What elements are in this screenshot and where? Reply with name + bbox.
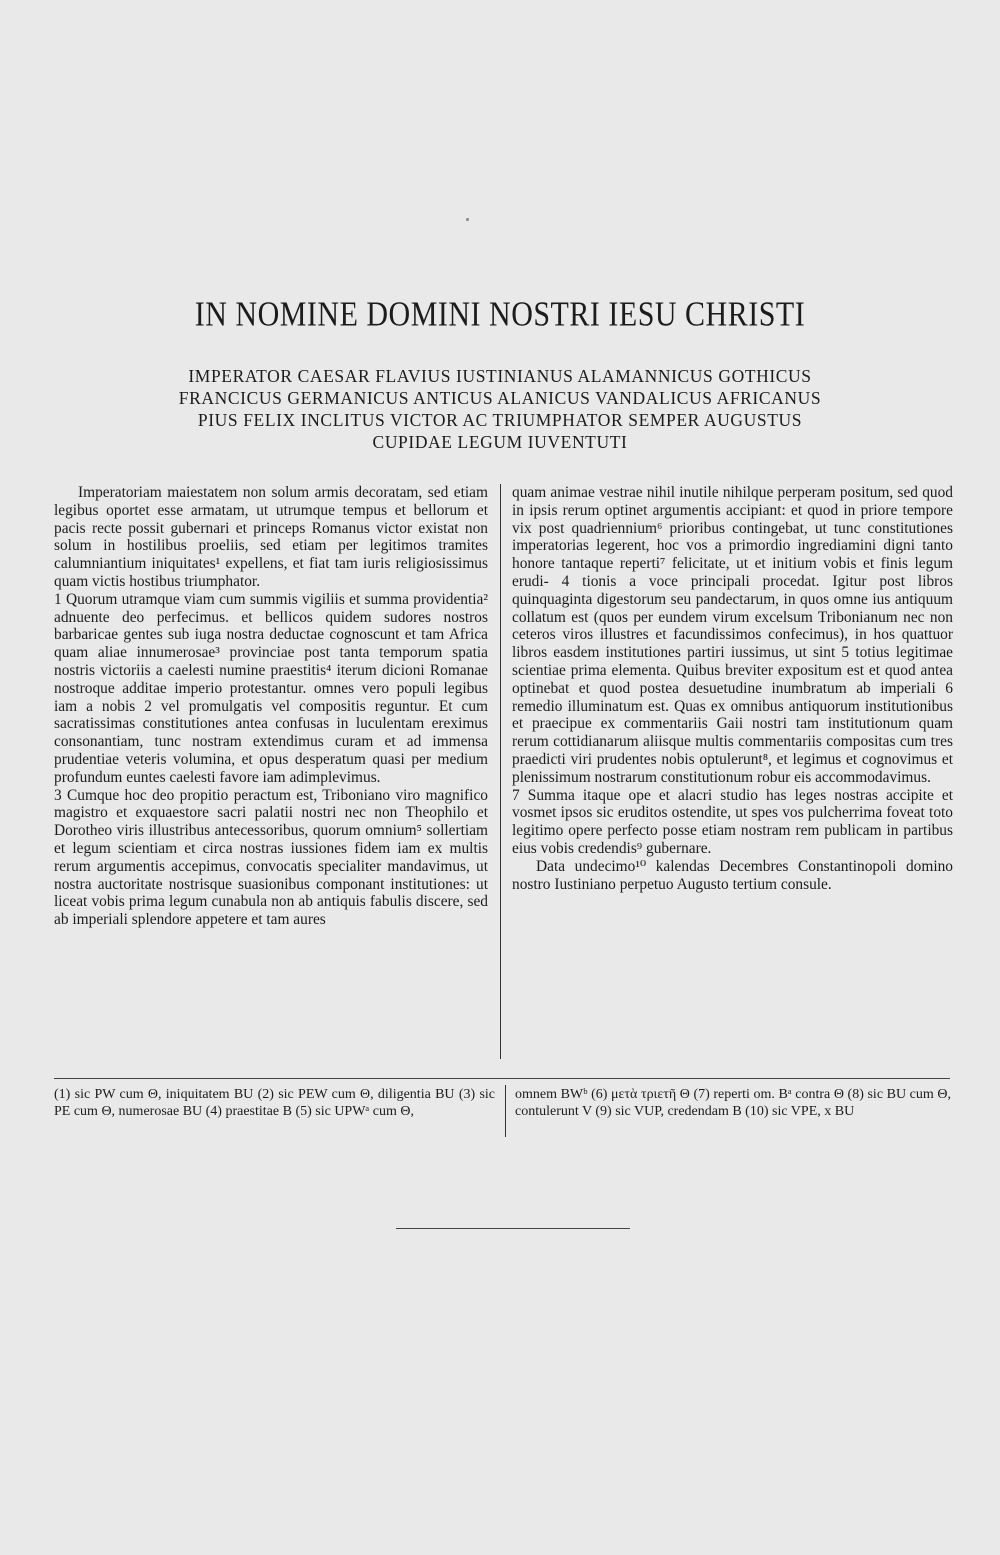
footnotes-left: [54, 1086, 495, 1120]
page-title: IN NOMINE DOMINI NOSTRI IESU CHRISTI: [194, 295, 806, 334]
footnote-rule: [54, 1078, 950, 1079]
paragraph: 1 Quorum utramque viam cum summis vigiliis et summa providentia² adnuente deo perfecimus. et bellicos quidem sudores nostros barbaricae gentes sub iuga nostra deductae cognoscunt et tam Africa quam aliae innumerosae³ provinciae post tanta temporum spatia nostris victoriis a caelesti numine praestitis⁴ iterum dicioni Romanae nostroque additae imperio protestantur. omnes vero populi legibus iam a nobis 2 vel promulgatis vel compositis reguntur. Et cum sacratissimas constitutiones antea confusas in luculentam ereximus consonantiam, tunc nostram extendimus curam et ad immensa prudentiae veteris volumina, et opus desperatum quasi per medium profundum euntes caelesti favore iam adimplevimus.: [54, 590, 488, 786]
footnote-text: omnem BWᵇ (6) μετὰ τριετῆ Θ (7) reperti om. Bᵃ contra Θ (8) sic BU cum Θ, contulerunt V (9) sic VUP, credendam B (10) sic VPE, x BU: [515, 1087, 951, 1119]
footnote-divider: [505, 1085, 506, 1137]
footnotes-right: [515, 1086, 951, 1120]
paragraph: 3 Cumque hoc deo propitio peractum est, Triboniano viro magnifico magistro et exquaestore sacri palatii nostri nec non Theophilo et Dorotheo viris illustribus antecessoribus, quorum omnium⁵ sollertiam et legum scientiam et circa nostras iussiones fidem iam ex multis rerum argumentis accepimus, convocatis specialiter mandavimus, ut nostra auctoritate nostrisque suasionibus componant institutiones: ut liceat vobis prima legum cunabula non ab antiquis fabulis discere, sed ab imperiali splendore appetere et tam aures: [54, 786, 488, 929]
left-column: [54, 484, 488, 929]
footnote-text: (1) sic PW cum Θ, iniquitatem BU (2) sic PEW cum Θ, diligentia BU (3) sic PE cum Θ, numerosae BU (4) praestitae B (5) sic UPWᵃ cum Θ,: [54, 1087, 495, 1119]
paragraph: Data undecimo¹⁰ kalendas Decembres Constantinopoli domino nostro Iustiniano perpetuo Augusto tertium consule.: [512, 857, 953, 893]
column-divider: [500, 484, 501, 1059]
paragraph: 7 Summa itaque ope et alacri studio has leges nostras accipite et vosmet ipsos sic eruditos ostendite, ut spes vos pulcherrima foveat toto legitimo opere perfecto posse etiam nostram rem publicam in partibus eius vobis credendis⁹ gubernare.: [512, 786, 953, 857]
subtitle-line: PIUS FELIX INCLITUS VICTOR AC TRIUMPHATOR SEMPER AUGUSTUS: [197, 410, 803, 430]
paragraph: quam animae vestrae nihil inutile nihilque perperam positum, sed quod in ipsis rerum optinet argumentis accipiant: et quod in priore tempore vix post quadriennium⁶ prioribus contingebat, ut tunc constitutiones imperatorias legerent, hoc vos a primordio ingrediamini digni tanto honore tantaque reperti⁷ felicitate, ut et initium vobis et finis legum erudi- 4 tionis a voce principali procedat. Igitur post libros quinquaginta digestorum seu pandectarum, in quos omne ius antiquum collatum est (quos per eundem virum excelsum Tribonianum nec non ceteros viros illustres et facundissimos confecimus), in hos quattuor libros easdem institutiones partiri iussimus, ut sint 5 totius legitimae scientiae prima elementa. Quibus breviter expositum est et quod antea optinebat et quod postea desuetudine inumbratum ab imperiali 6 remedio illuminatum est. Quas ex omnibus antiquorum institutionibus et praecipue ex commentariis Gaii nostri tam institutionum quam rerum cottidianarum aliisque multis commentariis compositas cum tres praedicti viri prudentes nobis optulerunt⁸, et legimus et cognovimus et plenissimum nostrarum constitutionum robur eis accommodavimus.: [512, 484, 953, 786]
subtitle-line: FRANCICUS GERMANICUS ANTICUS ALANICUS VANDALICUS AFRICANUS: [178, 388, 822, 408]
paragraph: Imperatoriam maiestatem non solum armis decoratam, sed etiam legibus oportet esse armatam, ut utrumque tempus et bellorum et pacis recte possit gubernari et princeps Romanus victor existat non solum in hostilibus proeliis, sed etiam per legitimos tramites calumniantium iniquitates¹ expellens, et fiat tam iuris religiosissimus quam victis hostibus triumphator.: [54, 484, 488, 590]
end-rule: [396, 1228, 630, 1229]
subtitle-line: CUPIDAE LEGUM IUVENTUTI: [372, 432, 628, 452]
ink-speck: [466, 218, 469, 221]
right-column: [512, 484, 953, 893]
subtitle-line: IMPERATOR CAESAR FLAVIUS IUSTINIANUS ALAMANNICUS GOTHICUS: [188, 366, 812, 386]
